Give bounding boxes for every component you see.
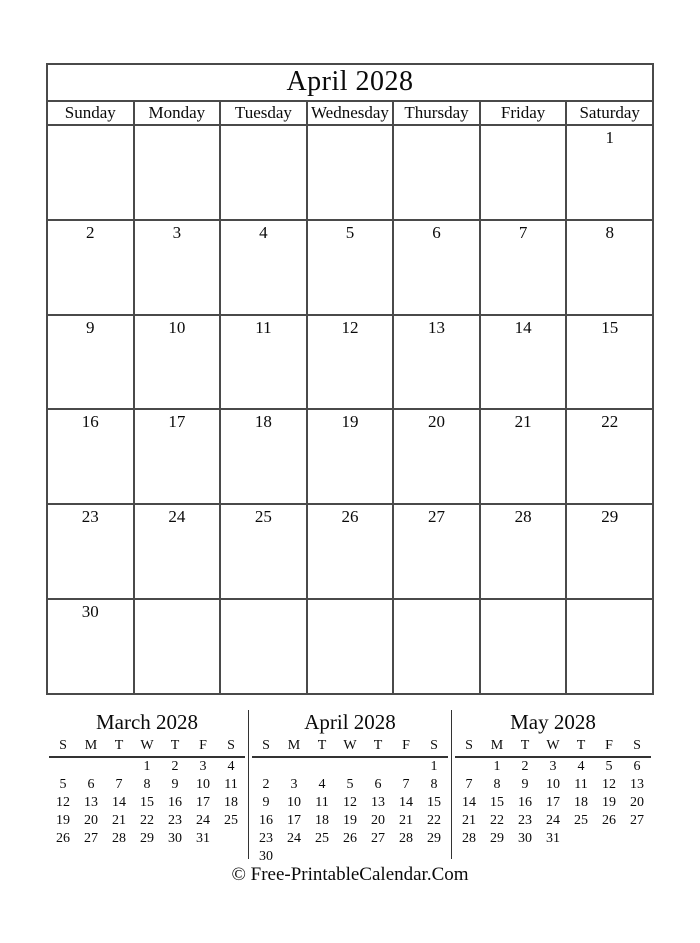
date-cell: 27	[393, 504, 480, 599]
mini-calendar-march	[46, 710, 248, 859]
mini-date-cell: 1	[430, 759, 438, 774]
mini-date-cell: 30	[518, 831, 532, 846]
mini-day-header: S	[49, 736, 77, 757]
mini-calendar-grid	[455, 736, 651, 848]
mini-calendar-april	[248, 710, 451, 864]
mini-date-cell	[595, 830, 623, 848]
mini-week-row	[252, 830, 448, 848]
mini-calendar-may	[451, 710, 654, 859]
date-cell: 26	[307, 504, 394, 599]
mini-calendar-grid	[49, 736, 245, 848]
mini-week-row	[455, 830, 651, 848]
day-header-monday: Monday	[134, 101, 221, 125]
mini-day-header-row	[455, 736, 651, 757]
mini-date-cell: 11	[315, 795, 329, 810]
date-cell	[307, 599, 394, 694]
mini-day-header: T	[161, 736, 189, 757]
mini-date-cell: 24	[196, 813, 210, 828]
mini-date-cell: 28	[112, 831, 126, 846]
date-cell: 4	[220, 220, 307, 315]
date-cell: 16	[47, 409, 134, 504]
mini-date-cell	[49, 757, 77, 776]
mini-date-cell: 29	[140, 831, 154, 846]
mini-date-cell	[308, 757, 336, 776]
mini-day-header: T	[308, 736, 336, 757]
mini-date-cell: 27	[84, 831, 98, 846]
mini-date-cell	[252, 757, 280, 776]
date-cell: 15	[566, 315, 653, 410]
mini-date-cell: 31	[196, 831, 210, 846]
mini-date-cell: 17	[287, 813, 301, 828]
date-cell: 23	[47, 504, 134, 599]
date-cell	[307, 125, 394, 220]
mini-date-cell: 20	[630, 795, 644, 810]
date-cell: 2	[47, 220, 134, 315]
mini-date-cell: 23	[168, 813, 182, 828]
mini-date-cell: 15	[427, 795, 441, 810]
mini-date-cell	[364, 757, 392, 776]
mini-date-cell: 15	[490, 795, 504, 810]
mini-date-cell: 25	[574, 813, 588, 828]
mini-week-row	[252, 794, 448, 812]
mini-day-header: W	[336, 736, 364, 757]
mini-date-cell: 1	[143, 759, 151, 774]
mini-date-cell: 1	[493, 759, 501, 774]
mini-day-header: F	[595, 736, 623, 757]
mini-date-cell: 14	[399, 795, 413, 810]
mini-date-cell: 18	[315, 813, 329, 828]
date-cell	[393, 125, 480, 220]
date-cell: 20	[393, 409, 480, 504]
mini-date-cell: 3	[549, 759, 557, 774]
date-cell: 5	[307, 220, 394, 315]
mini-date-cell	[623, 830, 651, 848]
date-cell: 25	[220, 504, 307, 599]
date-cell: 7	[480, 220, 567, 315]
date-cell	[47, 125, 134, 220]
mini-date-cell: 27	[630, 813, 644, 828]
date-cell: 10	[134, 315, 221, 410]
mini-date-cell: 7	[465, 777, 473, 792]
mini-date-cell	[455, 757, 483, 776]
date-cell	[480, 125, 567, 220]
mini-day-header: S	[420, 736, 448, 757]
date-cell: 21	[480, 409, 567, 504]
mini-date-cell: 30	[259, 849, 273, 864]
mini-date-cell: 10	[196, 777, 210, 792]
mini-date-cell: 24	[546, 813, 560, 828]
mini-date-cell: 19	[343, 813, 357, 828]
mini-date-cell: 19	[602, 795, 616, 810]
main-calendar-day-header-row	[47, 101, 653, 125]
mini-calendar-grid	[252, 736, 448, 866]
mini-date-cell: 17	[546, 795, 560, 810]
date-cell: 18	[220, 409, 307, 504]
mini-week-row	[455, 812, 651, 830]
mini-date-cell: 10	[546, 777, 560, 792]
date-cell: 29	[566, 504, 653, 599]
mini-date-cell: 22	[490, 813, 504, 828]
mini-date-cell: 12	[56, 795, 70, 810]
day-header-friday: Friday	[480, 101, 567, 125]
mini-date-cell: 21	[112, 813, 126, 828]
mini-date-cell: 23	[518, 813, 532, 828]
mini-calendar-title: April 2028	[304, 710, 396, 734]
mini-week-row	[455, 776, 651, 794]
day-header-tuesday: Tuesday	[220, 101, 307, 125]
date-cell: 1	[566, 125, 653, 220]
date-cell: 17	[134, 409, 221, 504]
mini-date-cell	[392, 757, 420, 776]
date-cell	[134, 125, 221, 220]
mini-week-row	[49, 776, 245, 794]
mini-date-cell: 11	[224, 777, 238, 792]
mini-day-header: F	[189, 736, 217, 757]
mini-date-cell: 25	[224, 813, 238, 828]
mini-date-cell: 15	[140, 795, 154, 810]
mini-calendar-title: May 2028	[510, 710, 596, 734]
mini-date-cell: 13	[630, 777, 644, 792]
mini-date-cell: 16	[259, 813, 273, 828]
mini-date-cell: 17	[196, 795, 210, 810]
mini-date-cell: 28	[399, 831, 413, 846]
main-calendar-title-row	[47, 64, 653, 101]
week-row	[47, 504, 653, 599]
mini-day-header: F	[392, 736, 420, 757]
mini-week-row	[252, 812, 448, 830]
mini-date-cell: 14	[112, 795, 126, 810]
mini-date-cell: 7	[402, 777, 410, 792]
date-cell	[566, 599, 653, 694]
mini-date-cell: 6	[633, 759, 641, 774]
mini-date-cell: 12	[602, 777, 616, 792]
date-cell: 11	[220, 315, 307, 410]
mini-day-header: M	[280, 736, 308, 757]
date-cell: 22	[566, 409, 653, 504]
mini-date-cell: 21	[399, 813, 413, 828]
mini-date-cell: 14	[462, 795, 476, 810]
week-row	[47, 315, 653, 410]
mini-day-header: S	[455, 736, 483, 757]
mini-date-cell: 21	[462, 813, 476, 828]
mini-date-cell: 12	[343, 795, 357, 810]
mini-date-cell: 16	[168, 795, 182, 810]
mini-date-cell: 28	[462, 831, 476, 846]
mini-day-header: T	[364, 736, 392, 757]
mini-day-header: M	[77, 736, 105, 757]
day-header-saturday: Saturday	[566, 101, 653, 125]
day-header-thursday: Thursday	[393, 101, 480, 125]
mini-date-cell: 9	[521, 777, 529, 792]
mini-week-row	[455, 794, 651, 812]
mini-date-cell: 20	[84, 813, 98, 828]
mini-date-cell: 26	[343, 831, 357, 846]
mini-date-cell: 8	[143, 777, 151, 792]
mini-day-header: S	[217, 736, 245, 757]
mini-date-cell: 3	[290, 777, 298, 792]
mini-date-cell: 6	[374, 777, 382, 792]
week-row	[47, 599, 653, 694]
main-calendar-title: April 2028	[47, 64, 653, 101]
date-cell: 9	[47, 315, 134, 410]
week-row	[47, 220, 653, 315]
mini-calendars-row	[46, 710, 654, 864]
mini-day-header-row	[49, 736, 245, 757]
mini-date-cell: 31	[546, 831, 560, 846]
mini-date-cell: 18	[224, 795, 238, 810]
mini-date-cell: 24	[287, 831, 301, 846]
mini-date-cell: 25	[315, 831, 329, 846]
date-cell: 14	[480, 315, 567, 410]
mini-day-header: W	[539, 736, 567, 757]
mini-day-header: S	[623, 736, 651, 757]
date-cell: 28	[480, 504, 567, 599]
mini-date-cell: 23	[259, 831, 273, 846]
mini-date-cell: 20	[371, 813, 385, 828]
date-cell	[480, 599, 567, 694]
copyright-text: © Free-PrintableCalendar.Com	[231, 864, 469, 885]
mini-day-header: S	[252, 736, 280, 757]
mini-date-cell	[280, 757, 308, 776]
mini-date-cell: 19	[56, 813, 70, 828]
date-cell: 6	[393, 220, 480, 315]
day-header-wednesday: Wednesday	[307, 101, 394, 125]
mini-date-cell	[217, 830, 245, 848]
mini-date-cell: 30	[168, 831, 182, 846]
mini-date-cell: 29	[490, 831, 504, 846]
mini-date-cell: 7	[115, 777, 123, 792]
date-cell	[220, 599, 307, 694]
date-cell: 3	[134, 220, 221, 315]
mini-week-row	[252, 776, 448, 794]
mini-date-cell: 9	[171, 777, 179, 792]
mini-date-cell: 26	[602, 813, 616, 828]
main-calendar	[46, 63, 654, 695]
mini-date-cell: 9	[262, 795, 270, 810]
mini-date-cell	[105, 757, 133, 776]
mini-date-cell: 5	[605, 759, 613, 774]
mini-date-cell: 3	[199, 759, 207, 774]
date-cell: 13	[393, 315, 480, 410]
date-cell: 8	[566, 220, 653, 315]
mini-week-row	[252, 757, 448, 776]
mini-day-header: T	[105, 736, 133, 757]
week-row	[47, 409, 653, 504]
date-cell	[134, 599, 221, 694]
mini-date-cell: 5	[346, 777, 354, 792]
mini-day-header-row	[252, 736, 448, 757]
mini-date-cell: 4	[227, 759, 235, 774]
mini-week-row	[49, 757, 245, 776]
date-cell: 30	[47, 599, 134, 694]
mini-date-cell: 18	[574, 795, 588, 810]
mini-date-cell: 29	[427, 831, 441, 846]
mini-date-cell: 22	[427, 813, 441, 828]
mini-day-header: T	[567, 736, 595, 757]
date-cell: 19	[307, 409, 394, 504]
mini-date-cell: 26	[56, 831, 70, 846]
mini-date-cell: 5	[59, 777, 67, 792]
mini-date-cell: 2	[171, 759, 179, 774]
mini-week-row	[49, 812, 245, 830]
mini-date-cell: 8	[430, 777, 438, 792]
mini-date-cell: 16	[518, 795, 532, 810]
mini-week-row	[49, 794, 245, 812]
mini-date-cell: 6	[87, 777, 95, 792]
mini-week-row	[49, 830, 245, 848]
mini-week-row	[455, 757, 651, 776]
mini-date-cell: 22	[140, 813, 154, 828]
date-cell: 12	[307, 315, 394, 410]
mini-date-cell: 4	[318, 777, 326, 792]
mini-day-header: W	[133, 736, 161, 757]
date-cell	[393, 599, 480, 694]
mini-calendar-title: March 2028	[95, 710, 199, 734]
mini-date-cell: 4	[577, 759, 585, 774]
mini-date-cell: 13	[84, 795, 98, 810]
mini-date-cell: 13	[371, 795, 385, 810]
mini-day-header: T	[511, 736, 539, 757]
mini-date-cell: 8	[493, 777, 501, 792]
date-cell: 24	[134, 504, 221, 599]
week-row	[47, 125, 653, 220]
mini-date-cell	[336, 757, 364, 776]
day-header-sunday: Sunday	[47, 101, 134, 125]
mini-date-cell	[567, 830, 595, 848]
mini-date-cell: 27	[371, 831, 385, 846]
date-cell	[220, 125, 307, 220]
mini-date-cell: 2	[262, 777, 270, 792]
mini-date-cell: 11	[574, 777, 588, 792]
mini-date-cell: 10	[287, 795, 301, 810]
mini-date-cell: 2	[521, 759, 529, 774]
mini-date-cell	[77, 757, 105, 776]
mini-day-header: M	[483, 736, 511, 757]
